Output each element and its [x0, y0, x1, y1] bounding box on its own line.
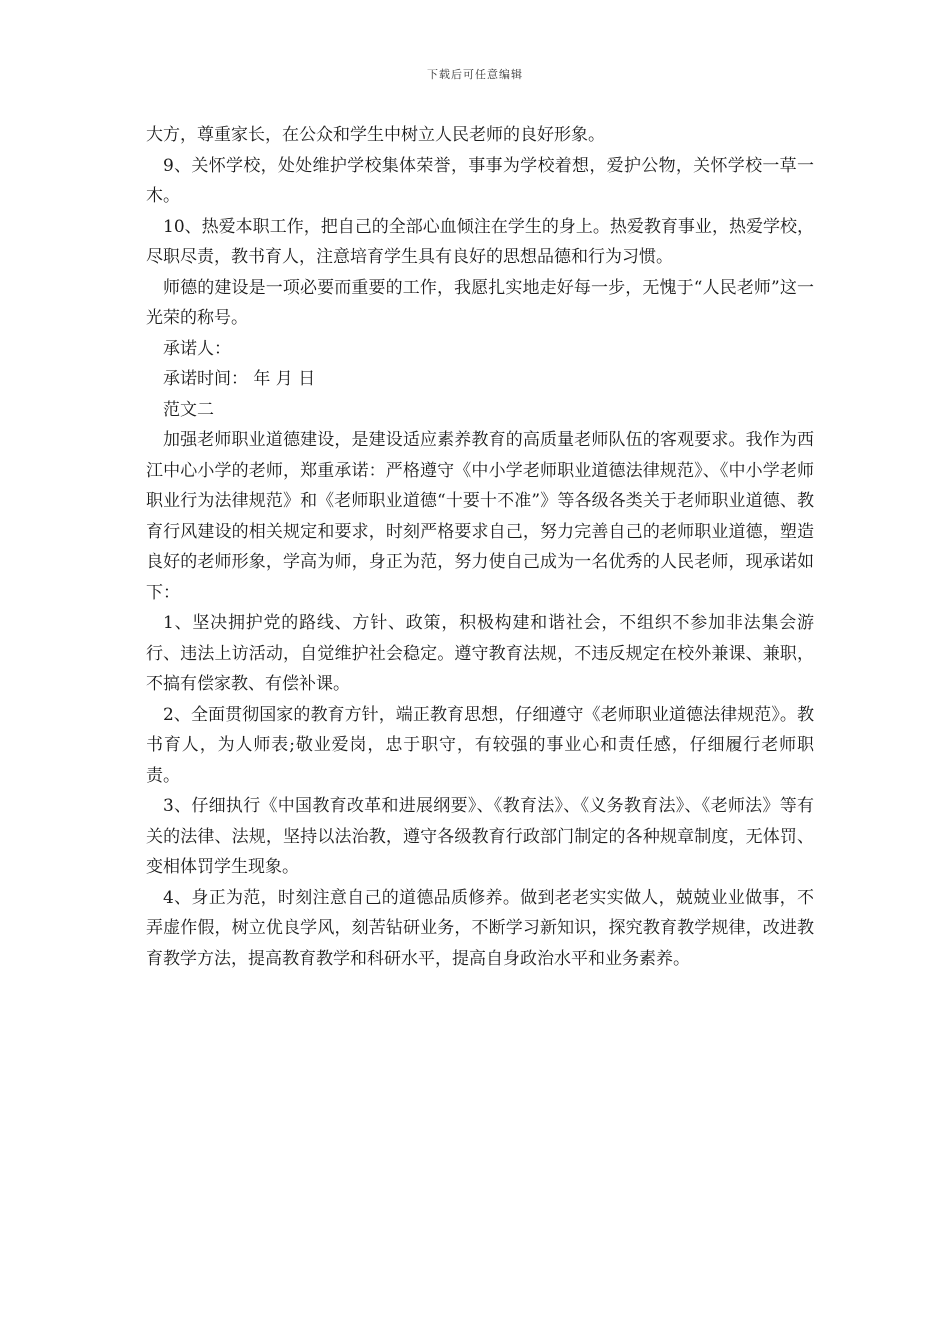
date-line: 承诺时间： 年 月 日	[163, 369, 316, 389]
page-header: 下载后可任意编辑	[427, 68, 523, 81]
paragraph-continuation: 大方，尊重家长，在公众和学生中树立人民老师的良好形象。	[146, 125, 605, 145]
section-heading: 范文二	[163, 399, 214, 420]
paragraph-conclusion: 师德的建设是一项必要而重要的工作，我愿扎实地走好每一步，无愧于“人民老师”这一光荣的称号。	[146, 277, 814, 328]
paragraph-item-9: 9、关怀学校，处处维护学校集体荣誉，事事为学校着想，爱护公物，关怀学校一草一木。	[146, 155, 814, 206]
paragraph-item-4: 4、身正为范，时刻注意自己的道德品质修养。做到老老实实做人，兢兢业业做事，不弄虚作假，树立优良学风，刻苦钻研业务，不断学习新知识，探究教育教学规律，改进教育教学方法，提高教育教学和科研水平，提高自身政治水平和业务素养。	[146, 887, 814, 969]
document-body	[146, 120, 814, 974]
paragraph-item-3: 3、仔细执行《中国教育改革和进展纲要》、《教育法》、《义务教育法》、《老师法》等有关的法律、法规，坚持以法治教，遵守各级教育行政部门制定的各种规章制度，无体罚、变相体罚学生现象。	[146, 796, 814, 877]
paragraph-item-1: 1、坚决拥护党的路线、方针、政策，积极构建和谐社会，不组织不参加非法集会游行、违法上访活动，自觉维护社会稳定。遵守教育法规，不违反规定在校外兼课、兼职，不搞有偿家教、有偿补课。	[146, 613, 814, 694]
paragraph-intro: 加强老师职业道德建设，是建设适应素养教育的高质量老师队伍的客观要求。我作为西江中心小学的老师，郑重承诺：严格遵守《中小学老师职业道德法律规范》、《中小学老师职业行为法律规范》和《老师职业道德“十要十不准”》等各级各类关于老师职业道德、教育行风建设的相关规定和要求，时刻严格要求自己，努力完善自己的老师职业道德，塑造良好的老师形象，学高为师，身正为范，努力使自己成为一名优秀的人民老师，现承诺如下：	[146, 430, 814, 603]
paragraph-item-2: 2、全面贯彻国家的教育方针，端正教育思想，仔细遵守《老师职业道德法律规范》。教书育人，为人师表;敬业爱岗，忠于职守，有较强的事业心和责任感，仔细履行老师职责。	[146, 704, 814, 786]
signatory-line: 承诺人：	[163, 338, 231, 359]
paragraph-item-10: 10、热爱本职工作，把自己的全部心血倾注在学生的身上。热爱教育事业，热爱学校，尽职尽责，教书育人，注意培育学生具有良好的思想品德和行为习惯。	[146, 216, 814, 267]
